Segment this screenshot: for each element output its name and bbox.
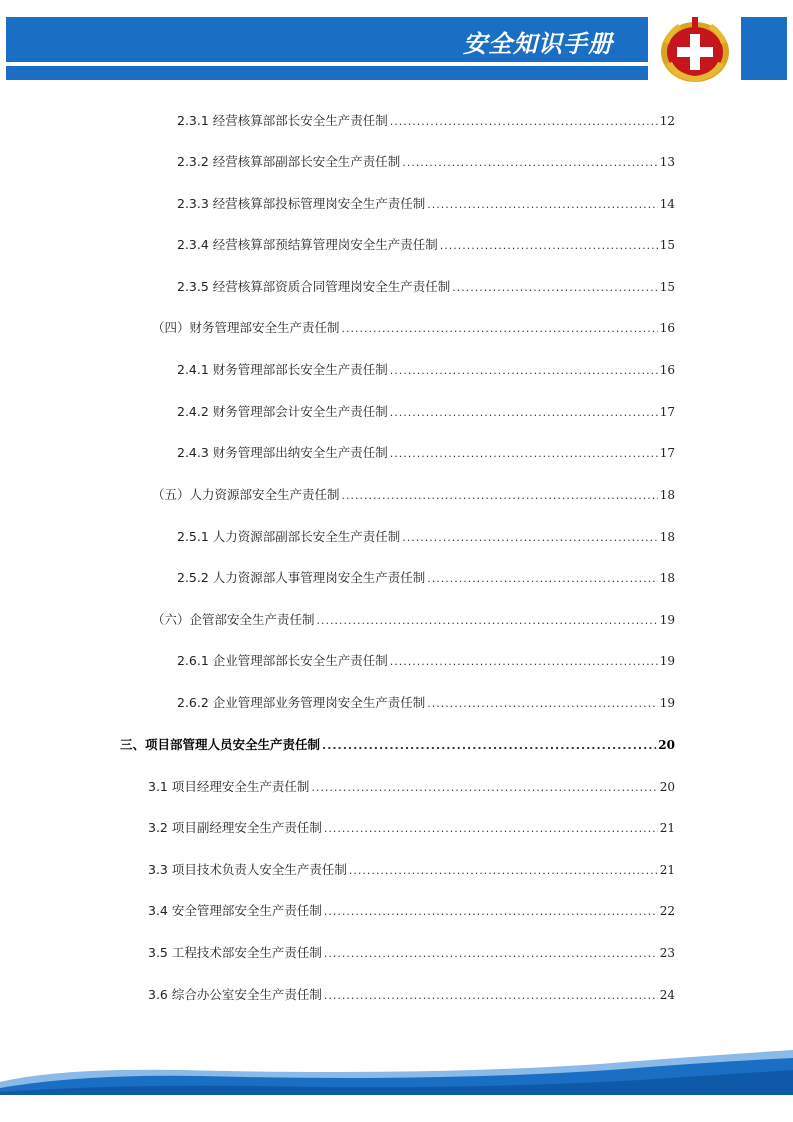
header-band-lower (6, 66, 648, 80)
toc-entry[interactable]: 3.1 项目经理安全生产责任制 ..... 20 (148, 777, 675, 799)
toc-entry[interactable]: （四）财务管理部安全生产责任制 ..... 16 (152, 318, 675, 340)
page-header (0, 0, 793, 100)
toc-entry[interactable]: 3.5 工程技术部安全生产责任制 ..... 23 (148, 943, 675, 965)
toc-entry[interactable]: 2.5.2 人力资源部人事管理岗安全生产责任制 ..... 18 (177, 568, 675, 590)
toc-entry[interactable]: 2.4.1 财务管理部部长安全生产责任制 ..... 16 (177, 360, 675, 382)
toc-chapter-entry[interactable]: 三、项目部管理人员安全生产责任制 ..... 20 (120, 735, 675, 757)
toc-entry[interactable]: 2.6.1 企业管理部部长安全生产责任制 ..... 19 (177, 651, 675, 673)
toc-entry[interactable]: 2.3.1 经营核算部部长安全生产责任制 ..... 12 (177, 111, 675, 133)
toc-entry[interactable]: 2.4.2 财务管理部会计安全生产责任制 ..... 17 (177, 402, 675, 424)
footer-wave (0, 1040, 793, 1100)
safety-emblem-icon (654, 12, 736, 86)
toc-entry[interactable]: 2.5.1 人力资源部副部长安全生产责任制 ..... 18 (177, 527, 675, 549)
toc-entry[interactable]: 2.4.3 财务管理部出纳安全生产责任制 ..... 17 (177, 443, 675, 465)
toc-entry[interactable]: 2.3.5 经营核算部资质合同管理岗安全生产责任制 ..... 15 (177, 277, 675, 299)
toc-entry[interactable]: 2.3.4 经营核算部预结算管理岗安全生产责任制 ..... 15 (177, 235, 675, 257)
toc-entry[interactable]: 2.6.2 企业管理部业务管理岗安全生产责任制 ..... 19 (177, 693, 675, 715)
toc-entry[interactable]: 3.3 项目技术负责人安全生产责任制 ..... 21 (148, 860, 675, 882)
toc-entry[interactable]: 2.3.2 经营核算部副部长安全生产责任制 ..... 13 (177, 152, 675, 174)
header-title: 安全知识手册 (463, 30, 613, 58)
header-band-right (741, 17, 787, 80)
toc-entry[interactable]: 2.3.3 经营核算部投标管理岗安全生产责任制 ..... 14 (177, 194, 675, 216)
toc-entry[interactable]: 3.4 安全管理部安全生产责任制 ..... 22 (148, 901, 675, 923)
toc-entry[interactable]: 3.2 项目副经理安全生产责任制 ..... 21 (148, 818, 675, 840)
toc-entry[interactable]: 3.6 综合办公室安全生产责任制 ..... 24 (148, 985, 675, 1007)
toc-entry[interactable]: （五）人力资源部安全生产责任制 ..... 18 (152, 485, 675, 507)
toc-entry[interactable]: （六）企管部安全生产责任制 ..... 19 (152, 610, 675, 632)
